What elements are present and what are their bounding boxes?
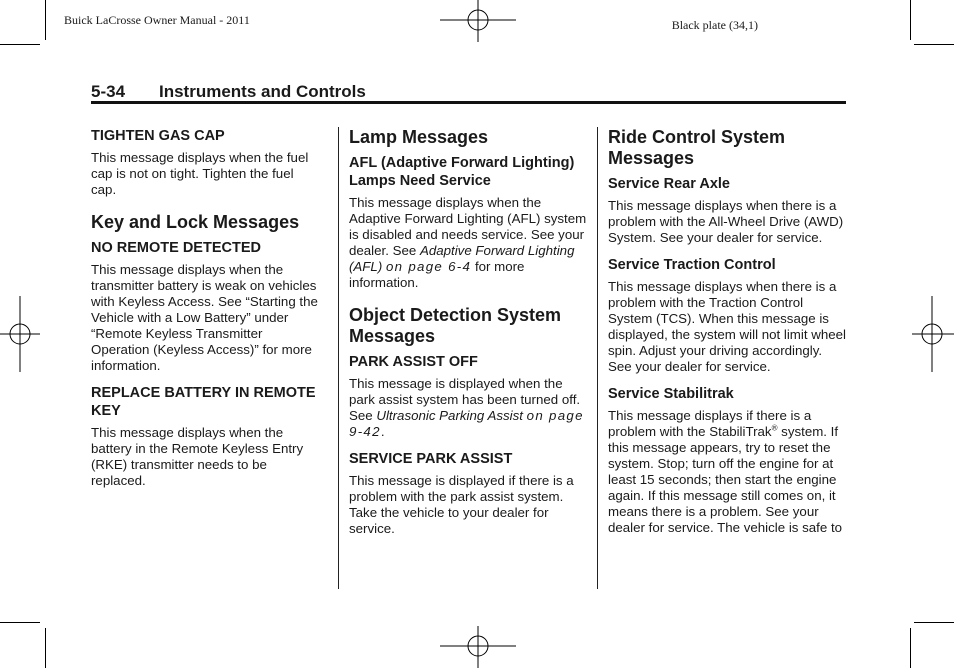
column-2: [349, 127, 589, 547]
print-header-title: Buick LaCrosse Owner Manual - 2011: [64, 13, 250, 27]
crop-mark: [45, 0, 46, 40]
registered-mark: ®: [771, 423, 778, 433]
crop-mark: [0, 622, 40, 623]
service-rear-axle-text: This message displays when there is a problem with the All-Wheel Drive (AWD) System. See your dealer for service.: [608, 198, 844, 245]
no-remote-text: This message displays when the transmitter battery is weak on vehicles with Keyless Access. See “Starting the Vehicle with a Low Battery” under “Remote Keyless Transmitter Operation (Keyless Access)” for more information.: [91, 262, 318, 373]
park-assist-reference-link[interactable]: Ultrasonic Parking Assist: [376, 408, 523, 423]
service-rear-axle-heading: Service Rear Axle: [608, 176, 730, 192]
crop-mark: [914, 622, 954, 623]
crop-mark: [910, 628, 911, 668]
crop-mark: [45, 628, 46, 668]
column-3: [608, 127, 848, 546]
replace-battery-text: This message displays when the battery in the Remote Keyless Entry (RKE) transmitter needs to be replaced.: [91, 425, 304, 488]
park-assist-reference-page[interactable]: on page 9-42: [349, 408, 584, 439]
header-rule: [91, 101, 846, 104]
park-assist-off-text: This message is displayed when the park assist system has been turned off. See Ultrasonic Parking Assist on page 9-42.: [349, 376, 584, 439]
page-number: 5-34: [91, 82, 126, 101]
lamp-messages-heading: Lamp Messages: [349, 127, 489, 147]
crop-mark: [0, 44, 40, 45]
key-lock-heading: Key and Lock Messages: [91, 212, 300, 232]
tighten-gas-cap-text: This message displays when the fuel cap is not on tight. Tighten the fuel cap.: [91, 150, 309, 197]
registration-mark-bottom: [440, 626, 516, 668]
replace-battery-heading: REPLACE BATTERY IN REMOTE KEY: [91, 385, 316, 419]
service-stabilitrak-heading: Service Stabilitrak: [608, 386, 734, 402]
registration-mark-right: [912, 296, 954, 372]
column-1: [91, 127, 321, 499]
crop-mark: [910, 0, 911, 40]
afl-heading: AFL (Adaptive Forward Lighting) Lamps Need Service: [349, 155, 575, 189]
registration-mark-left: [0, 296, 40, 372]
object-detection-heading: Object Detection System Messages: [349, 305, 562, 346]
service-traction-heading: Service Traction Control: [608, 257, 776, 273]
service-park-assist-heading: SERVICE PARK ASSIST: [349, 451, 513, 467]
no-remote-heading: NO REMOTE DETECTED: [91, 240, 261, 256]
column-divider: [597, 127, 598, 589]
ride-control-heading: Ride Control System Messages: [608, 127, 786, 168]
column-divider: [338, 127, 339, 589]
park-assist-off-heading: PARK ASSIST OFF: [349, 354, 478, 370]
service-park-assist-text: This message is displayed if there is a problem with the park assist system. Take the vehicle to your dealer for service.: [349, 473, 574, 536]
afl-text: This message displays when the Adaptive Forward Lighting (AFL) system is disabled and needs service. See your dealer. See Adaptive Forward Lighting (AFL) on page 6-4 for more information.: [349, 195, 587, 290]
service-traction-text: This message displays when there is a problem with the Traction Control System (TCS). When this message is displayed, the system will not limit wheel spin. Adjust your driving accordingly. See your dealer for service.: [608, 279, 846, 374]
afl-reference-page[interactable]: on page 6-4: [385, 259, 472, 274]
afl-reference-link[interactable]: Adaptive Forward Lighting (AFL): [349, 243, 575, 274]
service-stabilitrak-text: This message displays if there is a problem with the StabiliTrak® system. If this message appears, try to reset the system. Stop; turn off the engine for at least 15 seconds; then start the engine again. If this message still comes on, it means there is a problem. See your dealer for service. The vehicle is safe to: [608, 408, 843, 535]
tighten-gas-cap-heading: TIGHTEN GAS CAP: [91, 128, 225, 144]
crop-mark: [914, 44, 954, 45]
section-title: Instruments and Controls: [159, 82, 366, 101]
print-header-plate: Black plate (34,1): [671, 18, 758, 32]
registration-mark-top: [440, 0, 516, 42]
